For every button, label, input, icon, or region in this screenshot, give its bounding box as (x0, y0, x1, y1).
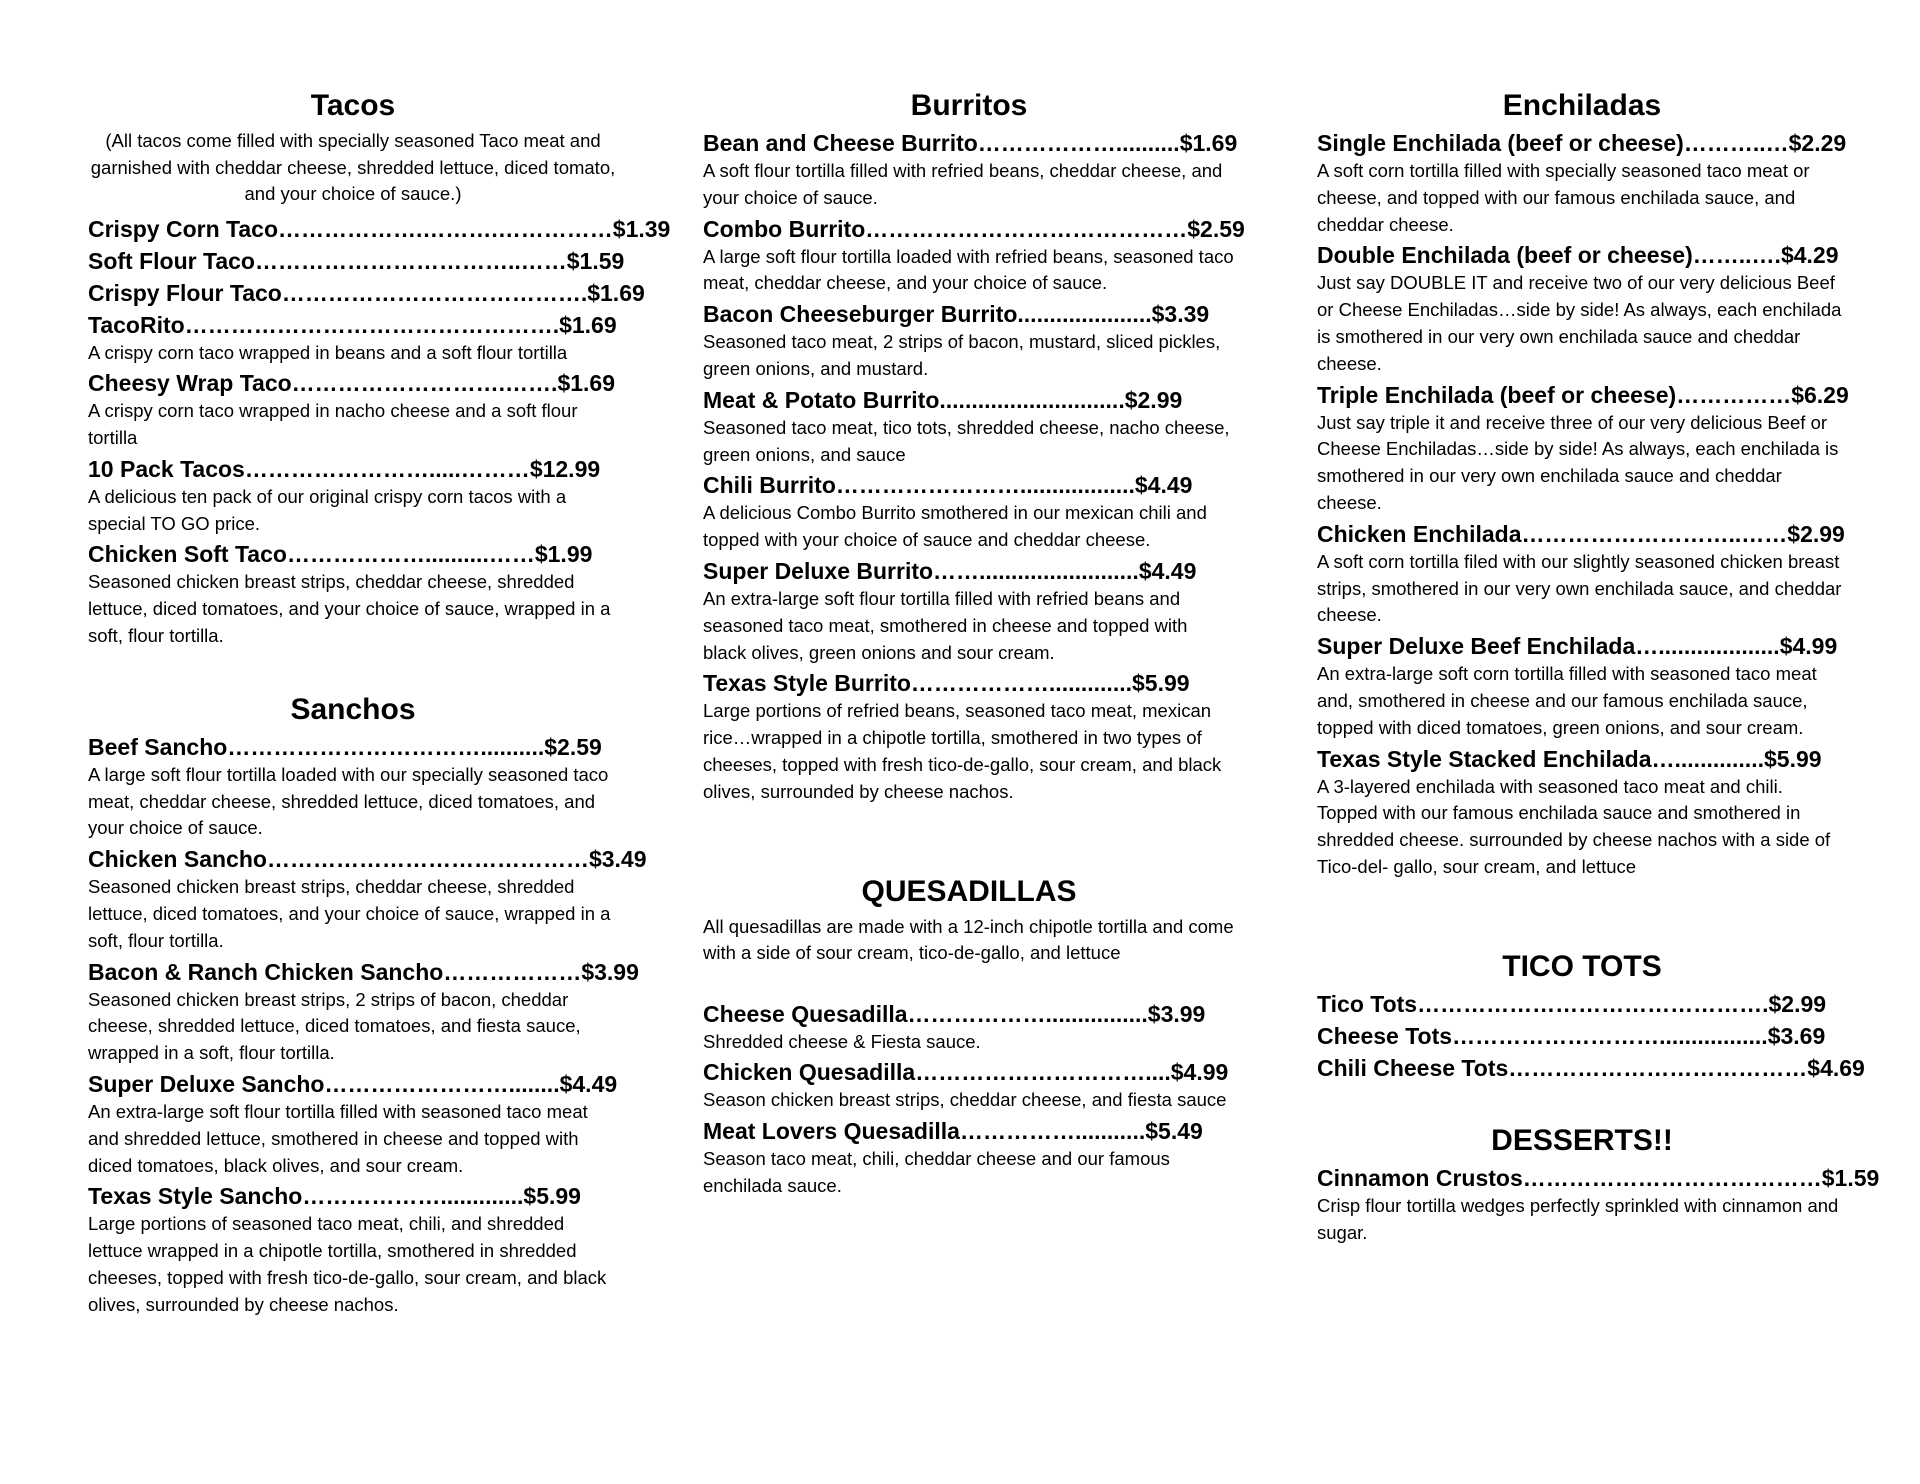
menu-item-price: $3.99 (581, 958, 639, 985)
burritos-title: Burritos (910, 89, 1028, 122)
menu-item-price: $4.29 (1780, 242, 1839, 269)
menu-item-description: An extra-large soft flour tortilla filled with seasoned taco meat and shredded lettuce, smothered in cheese and topped with diced tomatoes, black olives, and sour cream. (88, 1101, 588, 1176)
menu-item-price: $1.99 (534, 541, 593, 568)
menu-item-price: $1.39 (612, 215, 671, 242)
menu-item-name: Bacon Cheeseburger Burrito (703, 301, 1018, 328)
menu-item-leader: ………………............. (302, 1183, 524, 1210)
menu-item-name: Chicken Sancho (88, 846, 267, 873)
menu-item-leader: …………………………………… (266, 846, 589, 873)
desserts-items (1317, 1163, 1880, 1247)
desserts-title: DESSERTS!! (1491, 1123, 1673, 1157)
menu-item-description: Just say DOUBLE IT and receive two of our very delicious Beef or Cheese Enchiladas…side by side! As always, each enchilada is smothered in our very own enchilada sauce and cheddar cheese. (1317, 272, 1842, 374)
menu-item-description: An extra-large soft flour tortilla filled with refried beans and seasoned taco meat, smothered in cheese and topped with black olives, green onions and sour cream. (703, 587, 1188, 663)
menu-item-heading (88, 246, 625, 276)
menu-item (1317, 631, 1847, 741)
menu-item-name: Texas Style Stacked Enchilada (1317, 745, 1652, 772)
menu-item-description: A delicious ten pack of our original crispy corn tacos with a special TO GO price. (88, 485, 567, 534)
menu-item-leader: …................... (1635, 633, 1780, 660)
menu-item-description: Seasoned chicken breast strips, cheddar cheese, shredded lettuce, diced tomatoes, and your choice of sauce, wrapped in a soft, flour tortilla. (88, 876, 611, 951)
menu-item (1317, 519, 1847, 629)
menu-item-name: Cheese Quesadilla (703, 1000, 908, 1027)
menu-item-heading (703, 214, 1245, 244)
menu-item (703, 128, 1238, 212)
menu-item-leader: ………………………..…… (1521, 520, 1788, 547)
menu-item-leader: ………………................ (907, 1000, 1148, 1027)
menu-item-price: $4.49 (559, 1071, 618, 1098)
tico-tots-items (1317, 989, 1865, 1083)
menu-item (88, 368, 618, 452)
menu-item-leader: ………………………………… (1522, 1164, 1822, 1191)
menu-item-name: Texas Style Burrito (703, 670, 911, 697)
menu-item-name: Combo Burrito (703, 215, 866, 242)
menu-item-description: Crisp flour tortilla wedges perfectly sprinkled with cinnamon and sugar. (1317, 1194, 1839, 1243)
menu-item-description: A crispy corn taco wrapped in nacho cheese and a soft flour tortilla (88, 400, 578, 449)
menu-item-name: Double Enchilada (beef or cheese) (1317, 242, 1693, 269)
menu-item-heading (1317, 744, 1847, 774)
burritos-items (703, 128, 1245, 806)
menu-item (703, 470, 1235, 554)
tacos-intro: (All tacos come filled with specially seasoned Taco meat and garnished with cheddar cheese, shredded lettuce, diced tomato, and your choice of sauce.) (90, 130, 616, 204)
menu-item-price: $2.59 (544, 733, 602, 760)
menu-item-price: $1.69 (1179, 130, 1238, 156)
menu-item-price: $3.39 (1151, 301, 1210, 328)
menu-item-description: A 3-layered enchilada with seasoned taco meat and chili. Topped with our famous enchilada sauce and smothered in shredded cheese. surrounded by cheese nachos with a side of Tico-del- gallo, sour cream, and lettuce (1317, 775, 1831, 877)
enchiladas-title: Enchiladas (1502, 89, 1662, 122)
menu-item-leader: …………… (1676, 381, 1792, 408)
menu-item (1317, 128, 1847, 238)
menu-item-heading (88, 844, 647, 874)
menu-item-heading (703, 1057, 1235, 1087)
menu-item-leader: ……………… (443, 958, 582, 985)
menu-item-description: A large soft flour tortilla loaded with our specially seasoned taco meat, cheddar cheese, shredded lettuce, diced tomatoes, and your choice of sauce. (88, 763, 609, 839)
menu-item-name: Super Deluxe Beef Enchilada (1317, 633, 1636, 660)
menu-item-name: Beef Sancho (88, 733, 228, 760)
menu-item-heading (88, 957, 639, 987)
menu-item-description: Just say triple it and receive three of our very delicious Beef or Cheese Enchiladas…side by side! As always, each enchilada is smothered in our very own enchilada sauce and cheddar cheese. (1317, 411, 1839, 513)
menu-item-description: A delicious Combo Burrito smothered in our mexican chili and topped with your choice of sauce and cheddar cheese. (703, 502, 1207, 551)
menu-item-price: $1.59 (1821, 1164, 1880, 1191)
menu-item-leader: ……………………….……. (291, 370, 558, 397)
menu-item-name: Chili Cheese Tots (1317, 1054, 1509, 1081)
menu-item-leader: ..................... (1017, 301, 1152, 328)
menu-item-leader: …………………………………… (865, 215, 1188, 242)
menu-item-price: $3.69 (1767, 1022, 1826, 1049)
menu-item-description: Season taco meat, chili, cheddar cheese and our famous enchilada sauce. (703, 1148, 1170, 1196)
menu-item (1317, 1021, 1847, 1051)
menu-item-description: Seasoned taco meat, 2 strips of bacon, mustard, sliced pickles, green onions, and mustard. (703, 331, 1221, 379)
menu-item-heading (1317, 240, 1847, 270)
menu-item-description: Seasoned chicken breast strips, cheddar cheese, shredded lettuce, diced tomatoes, and your choice of sauce, wrapped in a soft, flour tortilla. (88, 571, 611, 647)
menu-item-description: Shredded cheese & Fiesta sauce. (703, 1030, 981, 1052)
enchiladas-items (1317, 128, 1847, 881)
tacos-title: Tacos (310, 89, 396, 122)
menu-item-price: $2.29 (1788, 130, 1847, 156)
menu-item-name: Cheesy Wrap Taco (88, 370, 292, 397)
menu-item-name: Meat Lovers Quesadilla (703, 1118, 960, 1145)
tacos-items (88, 214, 671, 650)
menu-item-description: Large portions of seasoned taco meat, chili, and shredded lettuce wrapped in a chipotle tortilla, smothered in shredded cheeses, topped with fresh tico-de-gallo, sour cream, and black olives, surrounded by cheese nachos. (88, 1213, 607, 1315)
menu-item (703, 299, 1235, 383)
menu-item-name: Cheese Tots (1317, 1022, 1453, 1049)
menu-item-description: A large soft flour tortilla loaded with refried beans, seasoned taco meat, cheddar cheese, and your choice of sauce. (703, 245, 1234, 294)
menu-item (703, 385, 1235, 469)
menu-item-leader: ……..…. (1692, 242, 1781, 269)
menu-item-price: $5.99 (1763, 745, 1822, 772)
menu-item-heading (88, 539, 618, 569)
menu-item-name: Tico Tots (1317, 990, 1418, 1017)
menu-item-price: $1.69 (587, 279, 645, 306)
menu-item (703, 999, 1235, 1056)
menu-item-leader: ….............. (1651, 745, 1764, 772)
menu-item-heading (88, 1181, 618, 1211)
menu-item-description: Seasoned chicken breast strips, 2 strips of bacon, cheddar cheese, shredded lettuce, diced tomatoes, and fiesta sauce, wrapped in a soft, flour tortilla. (88, 988, 581, 1064)
menu-item-leader: …………………….....……… (244, 455, 530, 482)
menu-item-price: $1.59 (566, 247, 625, 274)
menu-item-name: Chicken Quesadilla (703, 1059, 916, 1086)
menu-item-heading (703, 556, 1235, 586)
menu-column-middle (703, 88, 1245, 1202)
menu-item (703, 214, 1245, 298)
menu-item-description: Season chicken breast strips, cheddar cheese, and fiesta sauce (703, 1089, 1227, 1111)
menu-item-leader: ………………………………………. (1417, 990, 1769, 1017)
menu-item-name: TacoRito (88, 311, 185, 338)
menu-item-price: $1.69 (557, 370, 616, 397)
menu-item-price: $3.99 (1147, 1000, 1206, 1027)
menu-item-price: $4.99 (1779, 633, 1838, 660)
menu-item-leader: …………………………….......... (227, 733, 545, 760)
menu-item-heading (88, 214, 671, 244)
menu-item-description: Large portions of refried beans, seasoned taco meat, mexican rice…wrapped in a chipotle tortilla, smothered in two types of cheeses, topped with fresh tico-de-gallo, sour cream, and black olives, surrounded by cheese nachos. (703, 700, 1222, 802)
menu-item-price: $5.99 (523, 1183, 581, 1210)
menu-item-leader: …………………………………. (281, 279, 588, 306)
menu-item-leader: ………………………………… (1508, 1054, 1808, 1081)
menu-item-price: $4.49 (1134, 472, 1193, 499)
menu-item-heading (88, 278, 645, 308)
menu-item-name: Super Deluxe Sancho (88, 1071, 325, 1098)
menu-item (703, 1116, 1235, 1200)
menu-item (88, 454, 618, 538)
menu-item (88, 246, 625, 276)
menu-item-price: $2.99 (1787, 520, 1845, 547)
menu-item-price: $3.49 (588, 846, 647, 873)
menu-item-heading (1317, 989, 1847, 1019)
quesadillas-items (703, 999, 1235, 1200)
menu-item-heading (88, 732, 618, 762)
menu-item-name: Bacon & Ranch Chicken Sancho (88, 958, 444, 985)
menu-item-heading (88, 368, 618, 398)
menu-item-heading (1317, 519, 1847, 549)
menu-item (703, 556, 1235, 666)
tico-tots-title: TICO TOTS (1502, 949, 1662, 983)
menu-item-price: $2.99 (1124, 386, 1183, 413)
menu-item-name: Meat & Potato Burrito (703, 386, 940, 413)
quesadillas-title: QUESADILLAS (861, 874, 1077, 908)
menu-item (1317, 240, 1847, 377)
menu-item (88, 732, 618, 842)
menu-item-heading (703, 299, 1235, 329)
menu-item-heading (703, 128, 1238, 158)
menu-item (88, 844, 647, 954)
menu-item-name: Crispy Corn Taco (88, 215, 278, 242)
menu-item-name: Chili Burrito (703, 472, 836, 499)
menu-item-price: $12.99 (529, 455, 601, 482)
menu-item-price: $5.99 (1132, 670, 1190, 697)
menu-item (88, 278, 645, 308)
menu-item-name: Chicken Soft Taco (88, 541, 287, 568)
menu-item-description: A soft flour tortilla filled with refried beans, cheddar cheese, and your choice of sauce. (703, 160, 1223, 208)
menu-item-price: $2.59 (1187, 215, 1245, 242)
menu-item (1317, 1053, 1865, 1083)
menu-item-heading (88, 310, 618, 340)
menu-item-name: Soft Flour Taco (88, 247, 255, 274)
menu-column-left (88, 88, 671, 1321)
menu-item-description: A soft corn tortilla filled with specially seasoned taco meat or cheese, and topped with our famous enchilada sauce, and cheddar cheese. (1317, 160, 1810, 235)
menu-item-name: Texas Style Sancho (88, 1183, 303, 1210)
menu-item (703, 668, 1235, 805)
menu-item (88, 1069, 618, 1179)
menu-item (1317, 1163, 1880, 1247)
menu-item-heading (1317, 380, 1847, 410)
menu-item (88, 310, 618, 367)
menu-item-leader: ……………….......... (977, 130, 1180, 156)
menu-item-heading (1317, 1021, 1847, 1051)
menu-item-name: Cinnamon Crustos (1317, 1164, 1523, 1191)
menu-item-heading (703, 385, 1235, 415)
menu-item (88, 1181, 618, 1318)
menu-item (1317, 744, 1847, 881)
menu-item-name: Bean and Cheese Burrito (703, 130, 978, 156)
menu-item-leader: ……......................... (933, 557, 1139, 584)
menu-item-leader: ……………….……….…………… (278, 215, 613, 242)
menu-item-name: Crispy Flour Taco (88, 279, 282, 306)
menu-item-description: Seasoned taco meat, tico tots, shredded cheese, nacho cheese, green onions, and sauce (703, 416, 1230, 465)
menu-item-name: 10 Pack Tacos (88, 455, 245, 482)
menu-item-leader: ............................. (939, 386, 1125, 413)
menu-item (703, 1057, 1235, 1114)
menu-item-leader: …………………….................. (835, 472, 1135, 499)
menu-item-heading (1317, 631, 1847, 661)
menu-item-description: An extra-large soft corn tortilla filled with seasoned taco meat and, smothered in cheese and our famous enchilada sauce, topped with diced tomatoes, green onions, and sour cream. (1317, 663, 1817, 738)
menu-item (1317, 989, 1847, 1019)
menu-item-name: Super Deluxe Burrito (703, 557, 934, 584)
menu-item-heading (703, 1116, 1235, 1146)
menu-item-price: $5.49 (1145, 1118, 1203, 1145)
menu-item (88, 214, 671, 244)
menu-item-description: A soft corn tortilla filed with our slightly seasoned chicken breast strips, smothered in our very own enchilada sauce, and cheddar cheese. (1317, 550, 1842, 626)
menu-item-heading (88, 454, 618, 484)
menu-item-heading (703, 470, 1235, 500)
sanchos-items (88, 732, 647, 1319)
menu-item-heading (703, 668, 1235, 698)
menu-item (88, 957, 639, 1067)
menu-column-right (1317, 88, 1880, 1248)
sanchos-title: Sanchos (290, 692, 416, 726)
menu-item-price: $4.69 (1807, 1054, 1865, 1081)
menu-item-leader: ……………........... (959, 1118, 1146, 1145)
menu-item-leader: …………………………………………. (184, 311, 560, 338)
quesadillas-intro: All quesadillas are made with a 12-inch chipotle tortilla and come with a side of sour cream, tico-de-gallo, and lettuce (703, 915, 1234, 964)
menu-item-name: Single Enchilada (beef or cheese) (1317, 130, 1684, 156)
menu-item-leader: ……………………………..…… (254, 247, 567, 274)
menu-item-name: Triple Enchilada (beef or cheese) (1317, 381, 1677, 408)
menu-item-heading (1317, 1053, 1865, 1083)
menu-item-price: $4.49 (1138, 557, 1197, 584)
menu-item-heading (88, 1069, 618, 1099)
menu-item-leader: ………………............. (910, 670, 1132, 697)
menu-item-leader: ………………..........…… (286, 541, 535, 568)
menu-item-leader: ………………………................. (1452, 1022, 1768, 1049)
menu-item (88, 539, 618, 649)
menu-item-heading (1317, 128, 1847, 158)
menu-item-leader: ………………………….... (915, 1059, 1171, 1086)
menu-item-name: Chicken Enchilada (1317, 520, 1522, 547)
menu-item-price: $6.29 (1791, 381, 1849, 408)
menu-item-heading (1317, 1163, 1880, 1193)
menu-item-description: A crispy corn taco wrapped in beans and a soft flour tortilla (88, 341, 568, 363)
menu-item-price: $2.99 (1768, 990, 1827, 1017)
menu-item-price: $4.99 (1170, 1059, 1229, 1086)
menu-item-heading (703, 999, 1235, 1029)
menu-item-leader: ………..… (1683, 130, 1789, 156)
menu-item-price: $1.69 (559, 311, 617, 338)
menu-item-leader: ……………………........ (324, 1071, 560, 1098)
menu-item (1317, 380, 1847, 517)
